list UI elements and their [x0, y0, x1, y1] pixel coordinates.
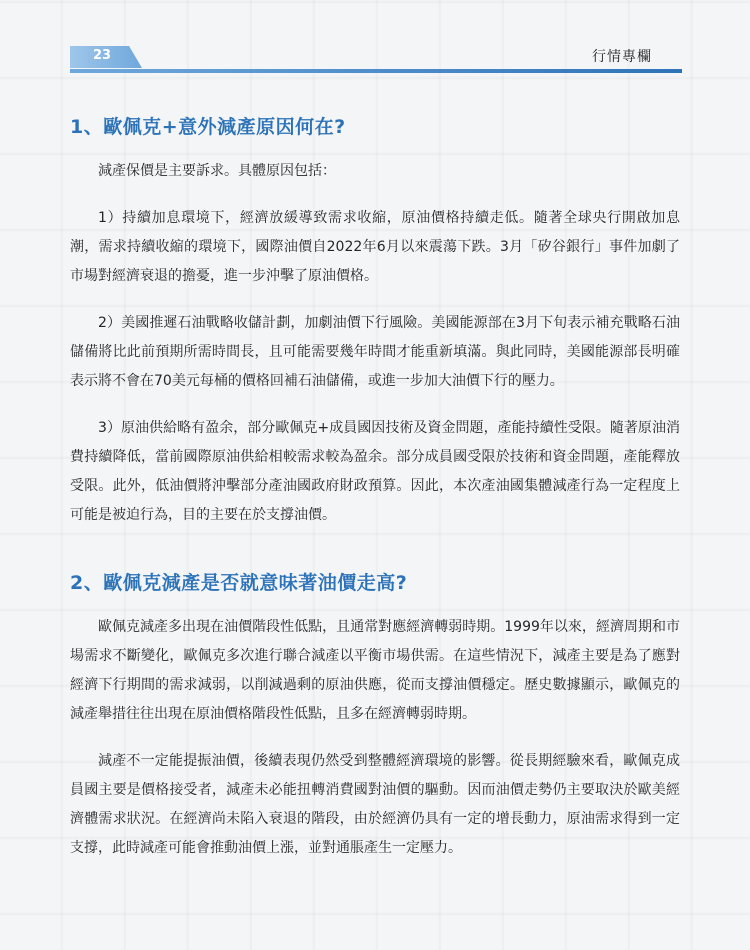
paragraph: 3）原油供給略有盈余，部分歐佩克+成員國因技術及資金問題，產能持續性受限。隨著原油消費持續降低，當前國際原油供給相較需求較為盈余。部分成員國受限於技術和資金問題，產能釋放受限。此外，低油價將沖擊部分產油國政府財政預算。因此，本次產油國集體減產行為一定程度上可能是被迫行為，目的主要在於支撐油價。 — [70, 420, 680, 523]
paragraph: 歐佩克減產多出現在油價階段性低點，且通常對應經濟轉弱時期。1999年以來，經濟周期和市場需求不斷變化，歐佩克多次進行聯合減產以平衡市場供需。在這些情況下，減產主要是為了應對經濟下行期間的需求減弱，以削減過剩的原油供應，從而支撐油價穩定。歷史數據顯示，歐佩克的減產舉措往往出現在原油價格階段性低點，且多在經濟轉弱時期。 — [70, 619, 680, 722]
paragraph: 2）美國推遲石油戰略收儲計劃，加劇油價下行風險。美國能源部在3月下旬表示補充戰略石油儲備將比此前預期所需時間長，且可能需要幾年時間才能重新填滿。與此同時，美國能源部長明確表示將不會在70美元每桶的價格回補石油儲備，或進一步加大油價下行的壓力。 — [70, 315, 680, 389]
page-number: 23 — [92, 48, 112, 63]
paragraph: 1）持續加息環境下，經濟放緩導致需求收縮，原油價格持續走低。隨著全球央行開啟加息潮，需求持續收縮的環境下，國際油價自2022年6月以來震蕩下跌。3月「矽谷銀行」事件加劇了市場對經濟衰退的擔憂，進一步沖擊了原油價格。 — [70, 210, 680, 284]
paragraph: 減產不一定能提振油價，後續表現仍然受到整體經濟環境的影響。從長期經驗來看，歐佩克成員國主要是價格接受者，減產未必能扭轉消費國對油價的驅動。因而油價走勢仍主要取決於歐美經濟體需求狀況。在經濟尚未陷入衰退的階段，由於經濟仍具有一定的增長動力，原油需求得到一定支撐，此時減產可能會推動油價上漲，並對通脹產生一定壓力。 — [70, 753, 680, 856]
article-body — [70, 110, 680, 863]
section-heading-2: 2、歐佩克減產是否就意味著油價走高? — [70, 572, 408, 594]
column-name: 行情專欄 — [592, 49, 652, 65]
header-divider — [70, 69, 682, 73]
page-header — [70, 44, 682, 74]
section-heading-1: 1、歐佩克+意外減產原因何在? — [70, 116, 346, 138]
paragraph: 減產保價是主要訴求。具體原因包括： — [98, 163, 336, 179]
